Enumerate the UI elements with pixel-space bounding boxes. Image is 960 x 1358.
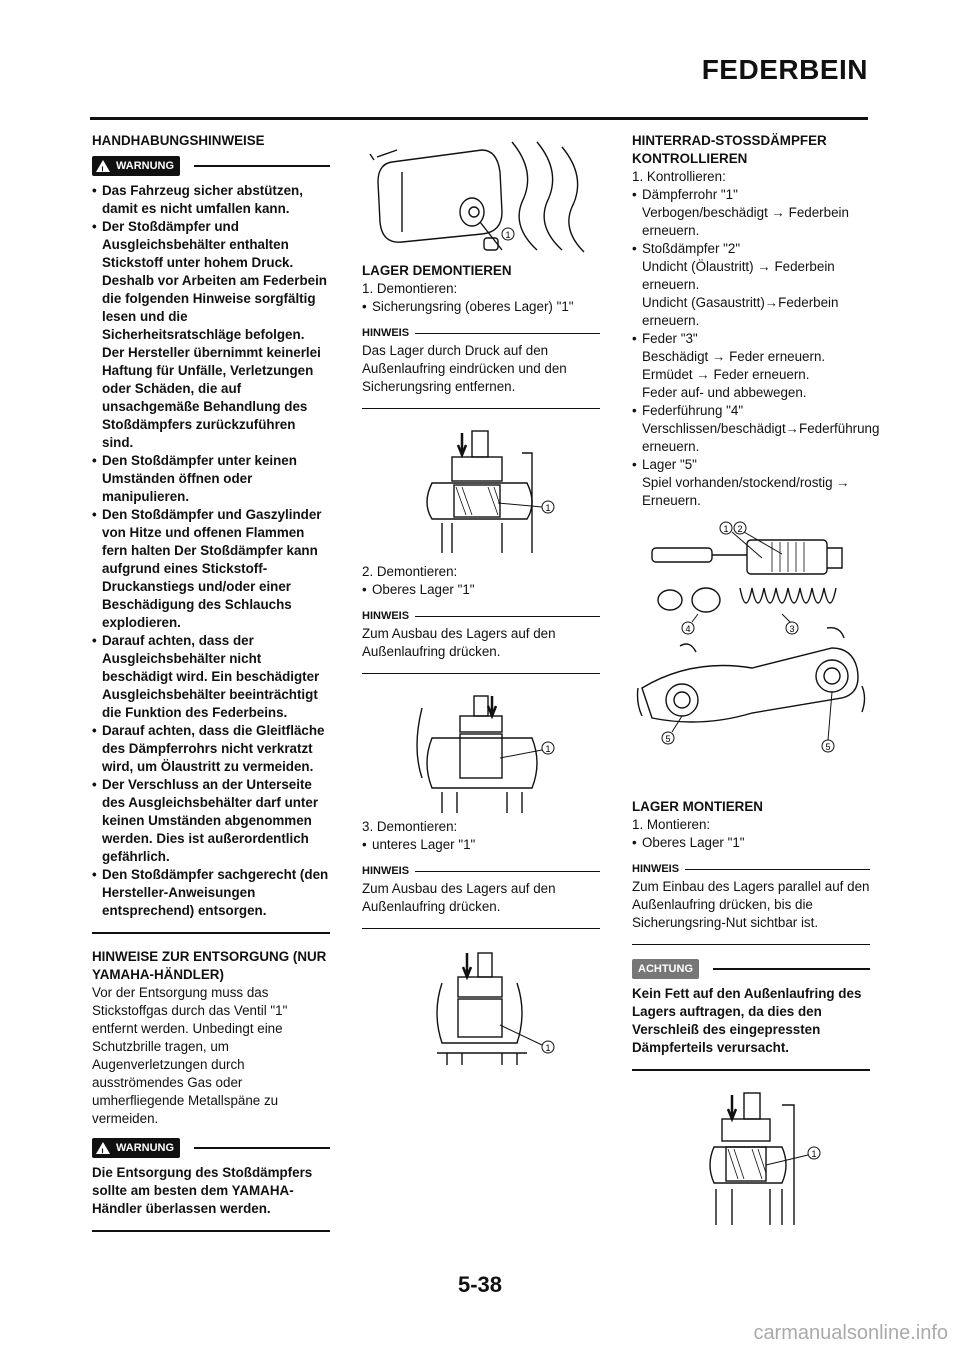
column-2 — [362, 132, 600, 1073]
callout-5b: 5 — [825, 742, 831, 752]
callout-1: 1 — [545, 1043, 551, 1053]
achtung-badge: ACHTUNG — [632, 959, 699, 979]
mount-step: 1. Montieren: — [632, 817, 711, 832]
warning-triangle-icon: ! — [96, 1142, 110, 1154]
callout-5a: 5 — [665, 734, 671, 744]
callout-1: 1 — [545, 744, 551, 754]
disposal-heading: HINWEISE ZUR ENTSORGUNG (NUR YAMAHA-HÄNDLER) — [92, 949, 327, 982]
bearing-removal-illustration-3 — [362, 943, 600, 1073]
list-item: • Das Fahrzeug sicher abstützen, damit es nicht umfallen kann. — [92, 182, 330, 218]
shock-valve-illustration — [362, 132, 600, 262]
inspect-step: 1. Kontrollieren: — [632, 169, 726, 184]
inspection-heading: HINTERRAD-STOSSDÄMPFER KONTROLLIEREN — [632, 133, 827, 166]
bearing-removal-illustration-1 — [362, 423, 600, 563]
hinweis-3: HINWEIS — [362, 862, 600, 880]
list-item: • unteres Lager "1" — [362, 836, 600, 854]
column-3 — [632, 132, 880, 1235]
disassembly-heading: LAGER DEMONTIEREN — [362, 263, 512, 278]
callout-1: 1 — [545, 503, 551, 513]
callout-1: 1 — [811, 1149, 817, 1159]
list-item: • Den Stoßdämpfer sachgerecht (den Hersteller-Anweisungen entsprechend) entsorgen. — [92, 866, 330, 920]
warning2-text: Die Entsorgung des Stoßdämpfers sollte am besten dem YAMAHA-Händler überlassen werden. — [92, 1165, 313, 1216]
callout-1: 1 — [723, 524, 729, 534]
hinweis-text-1: Das Lager durch Druck auf den Außenlaufring eindrücken und den Sicherungsring entfernen. — [362, 343, 567, 394]
callout-4: 4 — [685, 624, 691, 634]
column-1 — [92, 132, 330, 1246]
hinweis-text-2: Zum Ausbau des Lagers auf den Außenlaufring drücken. — [362, 626, 556, 659]
callout-1: 1 — [505, 230, 511, 240]
callout-2: 2 — [737, 524, 743, 534]
list-item: • Dämpferrohr "1" Verbogen/beschädigt → Federbein erneuern. — [632, 186, 870, 240]
shock-components-illustration — [632, 518, 870, 798]
step-2: 2. Demontieren: — [362, 564, 458, 579]
page-title: FEDERBEIN — [701, 54, 868, 85]
callout-3: 3 — [789, 624, 795, 634]
list-item: • Den Stoßdämpfer und Gaszylinder von Hitze und offenen Flammen fern halten Der Stoßdämpfer kann aufgrund eines Stickstoff-Druckanstiegs und/oder einer Beschädigung des Schlauchs explodieren. — [92, 506, 330, 632]
achtung-box — [632, 959, 870, 979]
disposal-text: Vor der Entsorgung muss das Stickstoffgas durch das Ventil "1" entfernt werden. Unbedingt eine Schutzbrille tragen, um Augenverletzungen durch ausströmendes Gas oder umherfliegende Metallspäne zu vermeiden. — [92, 985, 288, 1126]
list-item: • Darauf achten, dass der Ausgleichsbehälter nicht beschädigt wird. Ein beschädigter Ausgleichsbehälter beeinträchtigt die Funktion des Federbeins. — [92, 632, 330, 722]
warning-badge: ! WARNUNG — [92, 1138, 180, 1158]
warning-box-2 — [92, 1138, 330, 1158]
hinweis-mount-text: Zum Einbau des Lagers parallel auf den Außenlaufring drücken, bis die Sicherungsring-Nut sichtbar ist. — [632, 879, 870, 930]
warning-list — [92, 182, 330, 452]
mounting-heading: LAGER MONTIEREN — [632, 799, 763, 814]
header-rule — [90, 117, 868, 120]
list-item: • Sicherungsring (oberes Lager) "1" — [362, 298, 600, 316]
handling-heading: HANDHABUNGSHINWEISE — [92, 133, 265, 148]
watermark: carmanualsonline.info — [753, 1322, 948, 1344]
warning-sublist — [92, 452, 330, 920]
warning-badge: ! WARNUNG — [92, 156, 180, 176]
list-item: • Federführung "4" Verschlissen/beschädigt→Federführung erneuern. — [632, 402, 870, 456]
hinweis-mount: HINWEIS — [632, 860, 870, 878]
inspection-list — [632, 186, 880, 510]
list-item: • Stoßdämpfer "2" Undicht (Ölaustritt) → Federbein erneuern. Undicht (Gasaustritt)→Federbein erneuern. — [632, 240, 870, 330]
hinweis-1: HINWEIS — [362, 324, 600, 342]
hinweis-2: HINWEIS — [362, 607, 600, 625]
list-item: • Den Stoßdämpfer unter keinen Umständen öffnen oder manipulieren. — [92, 452, 330, 506]
page-number: 5-38 — [457, 1272, 503, 1297]
list-item: • Der Stoßdämpfer und Ausgleichsbehälter enthalten Stickstoff unter hohem Druck. Deshalb vor Arbeiten am Federbein die folgenden Hinweise sorgfältig lesen und die Sicherheitsratschläge befolgen. Der Hersteller übernimmt keinerlei Haftung für Unfälle, Verletzungen oder Schäden, die auf unsachgemäße Behandlung des Stoßdämpfers zurückzuführen sind. — [92, 218, 330, 452]
bearing-install-illustration — [632, 1085, 870, 1235]
bearing-removal-illustration-2 — [362, 688, 600, 818]
list-item: • Oberes Lager "1" — [632, 834, 870, 852]
list-item: • Lager "5" Spiel vorhanden/stockend/rostig → Erneuern. — [632, 456, 870, 510]
list-item: • Der Verschluss an der Unterseite des Ausgleichsbehälter darf unter keinen Umständen abgenommen werden. Dies ist außerordentlich gefährlich. — [92, 776, 330, 866]
achtung-text: Kein Fett auf den Außenlaufring des Lagers auftragen, da dies den Verschleiß des eingepressten Dämpferteils verursacht. — [632, 986, 862, 1055]
hinweis-text-3: Zum Ausbau des Lagers auf den Außenlaufring drücken. — [362, 881, 556, 914]
list-item: • Oberes Lager "1" — [362, 581, 600, 599]
list-item: • Feder "3" Beschädigt → Feder erneuern. Ermüdet → Feder erneuern. Feder auf- und abbewegen. — [632, 330, 870, 402]
warning-box-1 — [92, 156, 330, 176]
list-item: • Darauf achten, dass die Gleitfläche des Dämpferrohrs nicht verkratzt wird, um Ölaustritt zu vermeiden. — [92, 722, 330, 776]
step-1: 1. Demontieren: — [362, 281, 458, 296]
warning-triangle-icon: ! — [96, 160, 110, 172]
step-3: 3. Demontieren: — [362, 819, 458, 834]
